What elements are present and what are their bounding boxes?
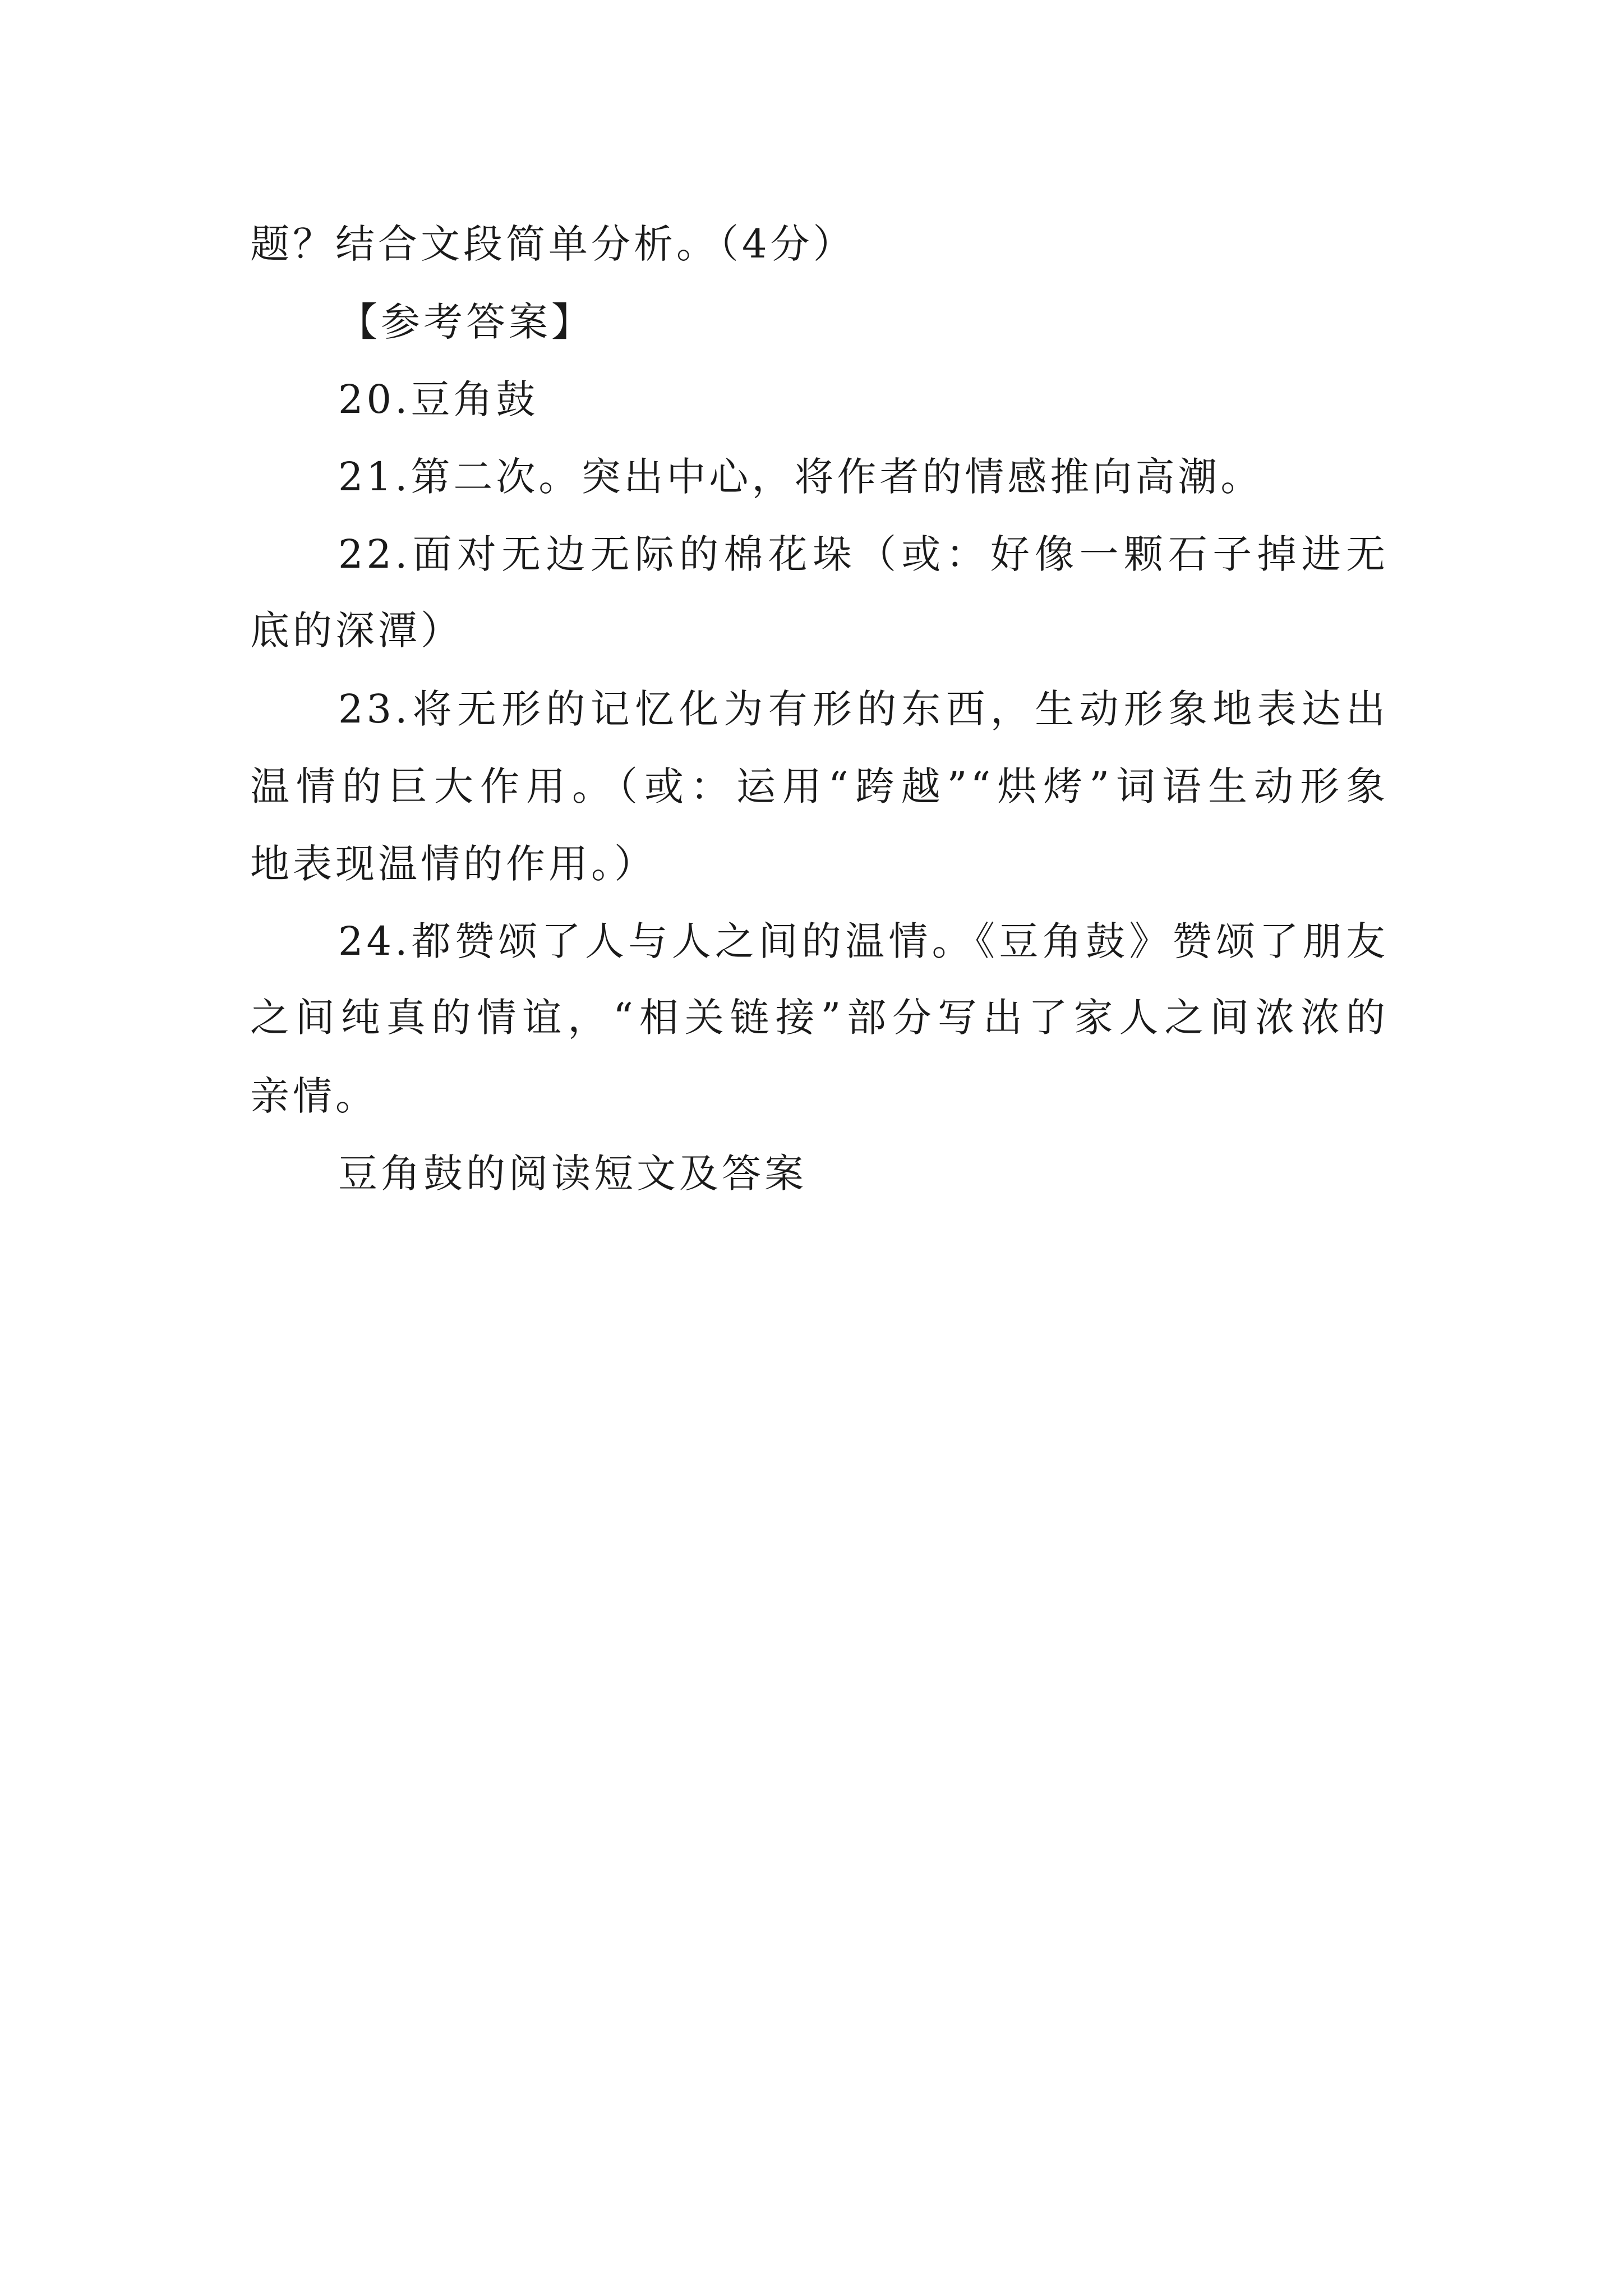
answer-24-line-1: 24.都赞颂了人与人之间的温情。《豆角鼓》赞颂了朋友 (338, 918, 1389, 964)
answer-21: 21.第二次。突出中心，将作者的情感推向高潮。 (338, 454, 1264, 500)
answer-23-line-2: 温情的巨大作用。（或：运用“跨越”“烘烤”词语生动形象 (250, 763, 1389, 809)
answer-22-line-2: 底的深潭） (250, 608, 463, 654)
document-footer-title: 豆角鼓的阅读短文及答案 (338, 1151, 807, 1197)
answer-22-line-1: 22.面对无边无际的棉花垛（或：好像一颗石子掉进无 (338, 531, 1389, 577)
answer-23-line-1: 23.将无形的记忆化为有形的东西，生动形象地表达出 (338, 686, 1389, 732)
answer-24-line-2: 之间纯真的情谊，“相关链接”部分写出了家人之间浓浓的 (250, 995, 1389, 1041)
answer-20: 20.豆角鼓 (338, 376, 539, 422)
question-continuation-line: 题？结合文段简单分析。（4分） (250, 221, 856, 267)
answer-24-line-3: 亲情。 (250, 1073, 378, 1119)
answer-23-line-3: 地表现温情的作用。） (250, 841, 657, 887)
reference-answer-heading: 【参考答案】 (338, 299, 594, 345)
